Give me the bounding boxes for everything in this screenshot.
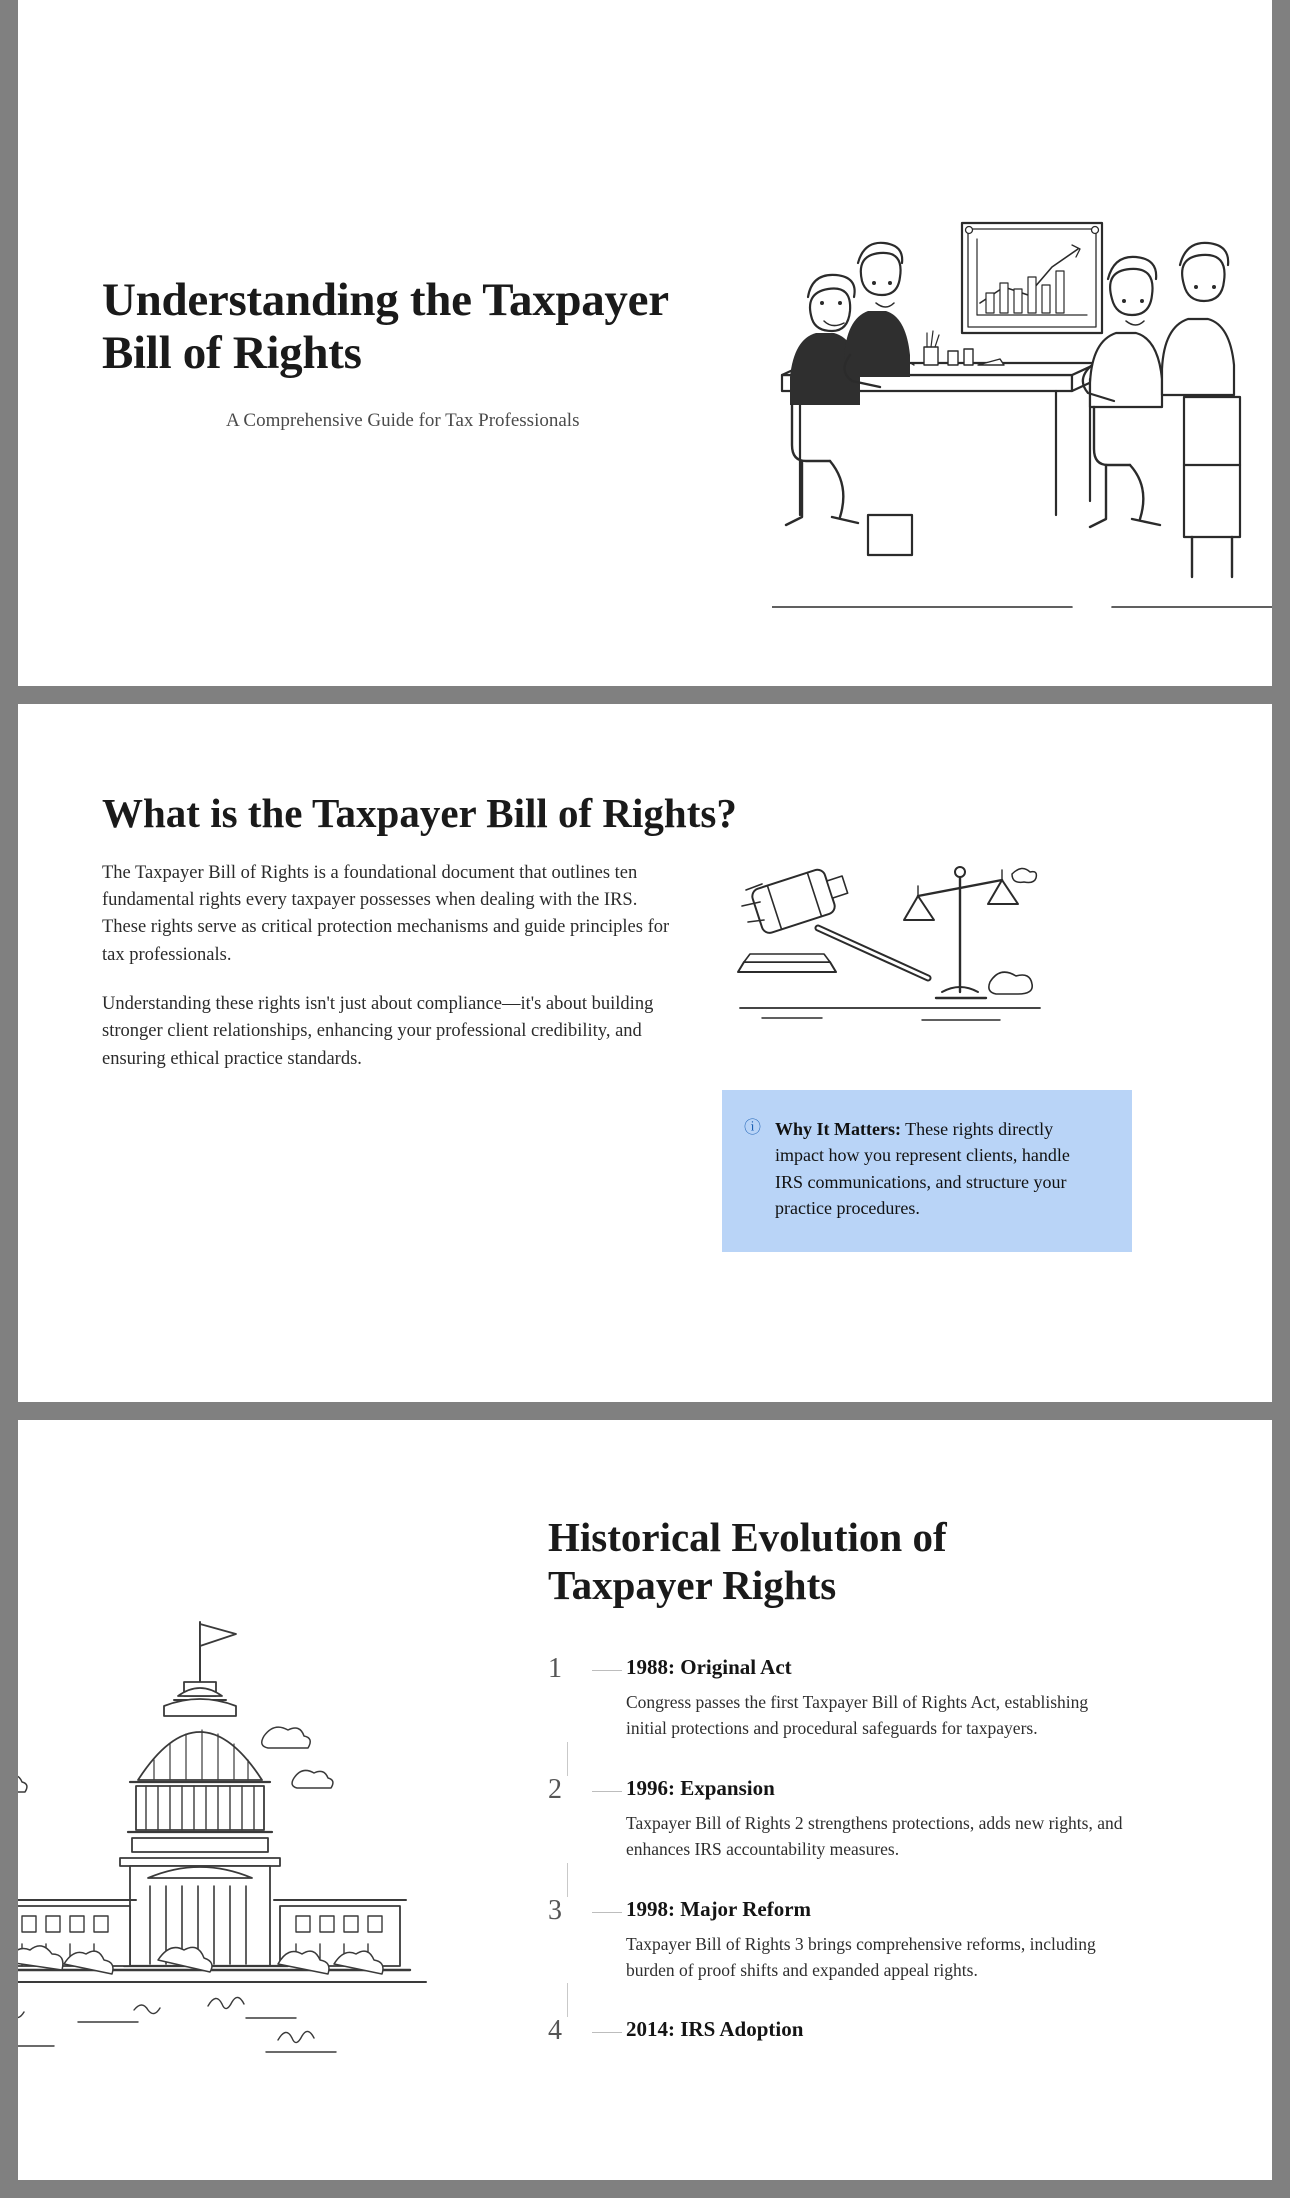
timeline-description: Taxpayer Bill of Rights 2 strengthens protections, adds new rights, and enhances IRS accountability measures.	[626, 1812, 1123, 1859]
timeline-dash	[588, 1776, 626, 1863]
callout-text: These rights directly impact how you represent clients, handle IRS communications, and structure your practice procedures.	[775, 1118, 1070, 1219]
timeline-number: 4	[548, 2017, 588, 2052]
timeline-dash	[588, 1655, 626, 1742]
slide-title	[18, 0, 1272, 686]
body-text-block	[102, 860, 722, 1253]
us-capitol-building-illustration	[18, 1610, 538, 2070]
slide-historical-evolution	[18, 1420, 1272, 2180]
timeline-item	[548, 2017, 1188, 2052]
paragraph-2: Understanding these rights isn't just about compliance—it's about building stronger client relationships, enhancing your professional credibility, and ensuring ethical practice standards.	[102, 994, 654, 1069]
meeting-presentation-illustration	[772, 215, 1272, 635]
page-subtitle: A Comprehensive Guide for Tax Professionals	[226, 409, 580, 431]
timeline-heading: 1996: Expansion	[626, 1775, 775, 1800]
timeline	[548, 1655, 1188, 2052]
timeline-description: Congress passes the first Taxpayer Bill of Rights Act, establishing initial protections and procedural safeguards for taxpayers.	[626, 1692, 1089, 1738]
timeline-dash	[588, 2017, 626, 2052]
timeline-description: Taxpayer Bill of Rights 3 brings comprehensive reforms, including burden of proof shifts and expanded appeal rights.	[626, 1933, 1096, 1980]
page-title: Understanding the Taxpayer Bill of Rights	[102, 274, 668, 379]
timeline-item	[548, 1894, 1188, 1984]
timeline-number: 2	[548, 1776, 588, 1863]
timeline-dash	[588, 1897, 626, 1984]
section-title: What is the Taxpayer Bill of Rights?	[102, 790, 737, 836]
gavel-and-scales-illustration	[732, 850, 1052, 1050]
info-icon: ⓘ	[744, 1117, 761, 1137]
slide-title-text-block	[18, 254, 718, 431]
timeline-number: 1	[548, 1655, 588, 1742]
callout-label: Why It Matters:	[775, 1118, 901, 1139]
paragraph-1: The Taxpayer Bill of Rights is a foundational document that outlines ten fundamental rights every taxpayer possesses when dealing with the IRS. These rights serve as critical protection mechanisms and guide principles for tax professionals.	[102, 862, 670, 965]
timeline-number: 3	[548, 1897, 588, 1984]
timeline-item	[548, 1773, 1188, 1863]
slide-what-is	[18, 704, 1272, 1402]
timeline-heading: 1998: Major Reform	[626, 1896, 812, 1921]
section-title: Historical Evolution of Taxpayer Rights	[548, 1514, 947, 1608]
timeline-item	[548, 1655, 1188, 1742]
timeline-heading: 2014: IRS Adoption	[626, 2017, 804, 2042]
callout-why-it-matters	[722, 1090, 1132, 1253]
timeline-heading: 1988: Original Act	[626, 1655, 792, 1680]
